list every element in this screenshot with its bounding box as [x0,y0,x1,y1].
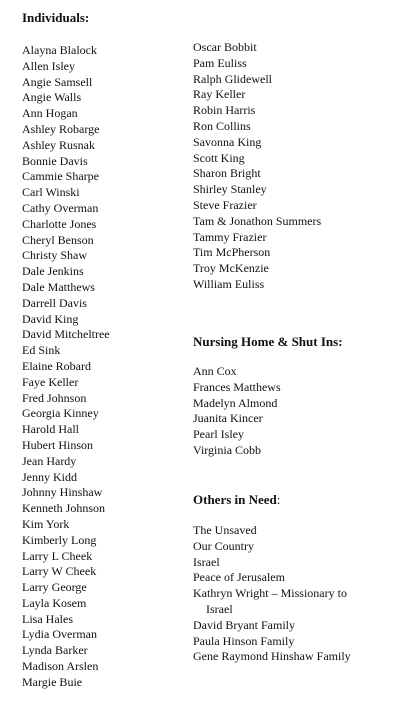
list-item: Madelyn Almond [193,395,278,410]
others-in-need-heading [193,492,280,508]
list-item: Cheryl Benson [22,232,94,247]
list-item: Tam & Jonathon Summers [193,213,322,228]
list-item: Larry W Cheek [22,564,97,579]
list-item: Madison Arslen [22,659,99,674]
list-item: Darrell Davis [22,295,87,310]
list-item: Fred Johnson [22,390,87,405]
list-item: Kimberly Long [22,532,97,547]
list-item: Paula Hinson Family [193,633,295,648]
list-item: Ray Keller [193,87,246,102]
list-item: William Euliss [193,276,265,291]
list-item: Hubert Hinson [22,437,93,452]
list-item: Kathryn Wright – Missionary to Israel [193,586,347,616]
list-item: Christy Shaw [22,248,88,263]
list-item: Frances Matthews [193,379,281,394]
list-item: Ann Cox [193,364,237,378]
nursing-home-list [193,364,281,459]
list-item: Jenny Kidd [22,469,77,484]
list-item: Kenneth Johnson [22,501,105,516]
list-item: Carl Winski [22,185,80,200]
list-item: Alayna Blalock [22,43,97,57]
list-item: Layla Kosem [22,595,87,610]
list-item: Our Country [193,538,254,553]
list-item: Angie Walls [22,90,82,105]
list-item: Larry George [22,580,87,595]
list-item: Sharon Bright [193,166,261,181]
others-in-need-heading-colon: : [276,492,281,507]
list-item: Troy McKenzie [193,261,269,276]
individuals-heading: Individuals: [22,10,90,25]
list-item: Tim McPherson [193,245,271,260]
list-item: Ralph Glidewell [193,71,272,86]
individuals-continued-list [193,40,321,293]
list-item: Bonnie Davis [22,153,88,168]
list-item: Angie Samsell [22,74,93,89]
list-item: Faye Keller [22,374,79,389]
individuals-list [22,43,110,691]
list-item: Ron Collins [193,118,251,133]
list-item: Gene Raymond Hinshaw Family [193,649,351,664]
list-item: Lydia Overman [22,627,97,642]
list-item: Scott King [193,150,245,165]
list-item: David Bryant Family [193,617,295,632]
list-item: Dale Matthews [22,279,95,294]
others-in-need-heading-text: Others in Need [193,492,277,507]
list-item: Ashley Rusnak [22,137,95,152]
list-item: Virginia Cobb [193,442,262,457]
list-item: Cammie Sharpe [22,169,99,184]
others-in-need-list [193,523,363,665]
list-item: Lynda Barker [22,643,88,658]
list-item: David Mitcheltree [22,327,110,342]
list-item: Pearl Isley [193,427,244,442]
list-item: The Unsaved [193,523,257,537]
list-item: Georgia Kinney [22,406,99,421]
list-item: Steve Frazier [193,197,257,212]
list-item: Dale Jenkins [22,264,84,279]
list-item: Oscar Bobbit [193,40,257,54]
list-item: Israel [193,554,220,569]
list-item: Ed Sink [22,343,61,358]
list-item: Peace of Jerusalem [193,570,285,585]
list-item: Ann Hogan [22,106,78,121]
list-item: Robin Harris [193,103,256,118]
list-item: Jean Hardy [22,453,77,468]
list-item: Elaine Robard [22,358,91,373]
nursing-home-heading: Nursing Home & Shut Ins: [193,334,343,349]
list-item: Lisa Hales [22,611,73,626]
list-item: Charlotte Jones [22,216,97,231]
list-item: Tammy Frazier [193,229,267,244]
list-item: Ashley Robarge [22,121,100,136]
list-item: Allen Isley [22,58,75,73]
list-item: Pam Euliss [193,55,247,70]
list-item: Margie Buie [22,674,83,689]
list-item: Cathy Overman [22,200,99,215]
list-item: Savonna King [193,134,262,149]
list-item: Juanita Kincer [193,411,263,426]
list-item: Kim York [22,516,70,531]
list-item: Shirley Stanley [193,182,267,197]
list-item: Larry L Cheek [22,548,93,563]
list-item: Harold Hall [22,422,79,437]
list-item: David King [22,311,79,326]
list-item: Johnny Hinshaw [22,485,103,500]
